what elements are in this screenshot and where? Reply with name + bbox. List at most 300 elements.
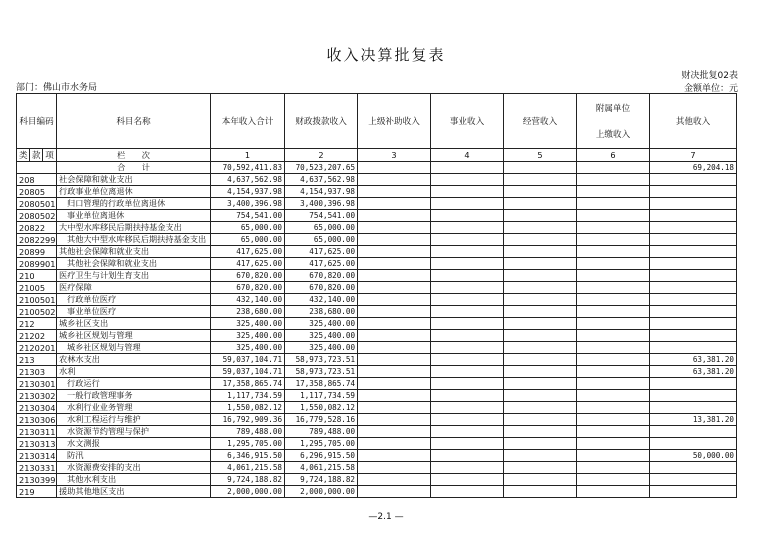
row-operating: [504, 438, 577, 450]
row-name: 行政单位医疗: [57, 294, 211, 306]
row-total: 2,000,000.00: [211, 486, 285, 498]
row-name: 城乡社区支出: [57, 318, 211, 330]
column-index-5: 5: [504, 149, 577, 162]
row-operating: [504, 486, 577, 498]
row-superior: [358, 174, 431, 186]
row-name: 医疗卫生与计划生育支出: [57, 270, 211, 282]
row-name: 水利: [57, 366, 211, 378]
row-other: [650, 222, 737, 234]
row-total: 670,820.00: [211, 282, 285, 294]
row-other: [650, 246, 737, 258]
row-total: 1,295,705.00: [211, 438, 285, 450]
total-amount: 70,592,411.83: [211, 162, 285, 174]
header-other: 其他收入: [650, 94, 737, 149]
row-other: [650, 210, 737, 222]
row-operating: [504, 282, 577, 294]
row-superior: [358, 402, 431, 414]
row-other: [650, 462, 737, 474]
row-total: 1,117,734.59: [211, 390, 285, 402]
row-affiliated: [577, 186, 650, 198]
header-superior: 上级补助收入: [358, 94, 431, 149]
row-name: 事业单位医疗: [57, 306, 211, 318]
row-code: 2130301: [17, 378, 57, 390]
row-code: 212: [17, 318, 57, 330]
row-code: 21303: [17, 366, 57, 378]
row-affiliated: [577, 426, 650, 438]
row-fiscal: 58,973,723.51: [285, 354, 358, 366]
header-affiliated: [577, 94, 650, 149]
row-other: [650, 234, 737, 246]
row-total: 670,820.00: [211, 270, 285, 282]
department-label: 部门：佛山市水务局: [16, 83, 98, 93]
row-fiscal: 670,820.00: [285, 282, 358, 294]
row-affiliated: [577, 210, 650, 222]
header-lei: 类: [17, 149, 30, 162]
row-code: 2130313: [17, 438, 57, 450]
row-business: [431, 270, 504, 282]
header-name: 科目名称: [57, 94, 211, 149]
header-total: 本年收入合计: [211, 94, 285, 149]
row-affiliated: [577, 306, 650, 318]
row-business: [431, 318, 504, 330]
row-superior: [358, 270, 431, 282]
total-label: 合 计: [57, 162, 211, 174]
column-index-7: 7: [650, 149, 737, 162]
row-code: 219: [17, 486, 57, 498]
table-row: [17, 426, 737, 438]
row-name: 水文测报: [57, 438, 211, 450]
row-affiliated: [577, 390, 650, 402]
row-name: 事业单位离退休: [57, 210, 211, 222]
table-row: [17, 486, 737, 498]
row-affiliated: [577, 174, 650, 186]
row-total: 4,637,562.98: [211, 174, 285, 186]
row-affiliated: [577, 462, 650, 474]
row-fiscal: 3,400,396.98: [285, 198, 358, 210]
row-fiscal: 417,625.00: [285, 258, 358, 270]
row-operating: [504, 294, 577, 306]
row-name: 社会保障和就业支出: [57, 174, 211, 186]
row-superior: [358, 330, 431, 342]
row-business: [431, 354, 504, 366]
row-total: 3,400,396.98: [211, 198, 285, 210]
row-fiscal: 670,820.00: [285, 270, 358, 282]
row-superior: [358, 378, 431, 390]
row-total: 65,000.00: [211, 222, 285, 234]
row-other: [650, 294, 737, 306]
row-operating: [504, 450, 577, 462]
row-code: 210: [17, 270, 57, 282]
row-name: 水利工程运行与维护: [57, 414, 211, 426]
table-row: [17, 450, 737, 462]
header-xiang: 项: [43, 149, 57, 162]
row-fiscal: 65,000.00: [285, 222, 358, 234]
row-operating: [504, 354, 577, 366]
row-code: 20822: [17, 222, 57, 234]
column-index-3: 3: [358, 149, 431, 162]
row-operating: [504, 330, 577, 342]
row-affiliated: [577, 402, 650, 414]
row-affiliated: [577, 450, 650, 462]
row-fiscal: 16,779,528.16: [285, 414, 358, 426]
row-superior: [358, 414, 431, 426]
row-superior: [358, 462, 431, 474]
row-code: 20899: [17, 246, 57, 258]
row-superior: [358, 186, 431, 198]
row-affiliated: [577, 330, 650, 342]
column-index-6: 6: [577, 149, 650, 162]
row-superior: [358, 282, 431, 294]
row-other: [650, 198, 737, 210]
row-fiscal: 1,117,734.59: [285, 390, 358, 402]
row-affiliated: [577, 366, 650, 378]
header-kuan: 款: [30, 149, 43, 162]
row-fiscal: 325,400.00: [285, 330, 358, 342]
header-code: 科目编码: [17, 94, 57, 149]
row-name: 水利行业业务管理: [57, 402, 211, 414]
row-superior: [358, 306, 431, 318]
row-name: 援助其他地区支出: [57, 486, 211, 498]
row-fiscal: 4,061,215.58: [285, 462, 358, 474]
row-total: 789,488.00: [211, 426, 285, 438]
row-fiscal: 417,625.00: [285, 246, 358, 258]
row-affiliated: [577, 294, 650, 306]
row-business: [431, 246, 504, 258]
row-affiliated: [577, 282, 650, 294]
column-index-2: 2: [285, 149, 358, 162]
row-total: 417,625.00: [211, 258, 285, 270]
row-operating: [504, 210, 577, 222]
row-code: 2130302: [17, 390, 57, 402]
row-superior: [358, 258, 431, 270]
row-operating: [504, 402, 577, 414]
row-total: 754,541.00: [211, 210, 285, 222]
header-affiliated-line2: 上缴收入: [595, 130, 631, 140]
row-operating: [504, 306, 577, 318]
total-fiscal: 70,523,207.65: [285, 162, 358, 174]
table-row: [17, 186, 737, 198]
row-business: [431, 462, 504, 474]
row-business: [431, 378, 504, 390]
row-other: 63,381.20: [650, 354, 737, 366]
row-business: [431, 186, 504, 198]
row-other: [650, 486, 737, 498]
table-row: [17, 330, 737, 342]
row-fiscal: 9,724,188.82: [285, 474, 358, 486]
row-name: 其他社会保障和就业支出: [57, 246, 211, 258]
row-name: 水资源费安排的支出: [57, 462, 211, 474]
row-code: 213: [17, 354, 57, 366]
table-row: [17, 306, 737, 318]
row-fiscal: 65,000.00: [285, 234, 358, 246]
row-total: 6,346,915.50: [211, 450, 285, 462]
row-superior: [358, 342, 431, 354]
row-fiscal: 4,154,937.98: [285, 186, 358, 198]
row-other: [650, 402, 737, 414]
row-superior: [358, 318, 431, 330]
row-affiliated: [577, 270, 650, 282]
row-total: 325,400.00: [211, 330, 285, 342]
row-business: [431, 414, 504, 426]
table-row: [17, 210, 737, 222]
row-superior: [358, 366, 431, 378]
row-code: 2120201: [17, 342, 57, 354]
row-name: 其他社会保障和就业支出: [57, 258, 211, 270]
row-other: [650, 258, 737, 270]
row-operating: [504, 234, 577, 246]
row-total: 238,680.00: [211, 306, 285, 318]
row-superior: [358, 474, 431, 486]
row-code: 2089901: [17, 258, 57, 270]
row-business: [431, 330, 504, 342]
row-code: 2100501: [17, 294, 57, 306]
row-total: 432,140.00: [211, 294, 285, 306]
row-total: 59,037,104.71: [211, 366, 285, 378]
row-business: [431, 306, 504, 318]
table-row: [17, 270, 737, 282]
row-code: 2080501: [17, 198, 57, 210]
row-fiscal: 17,358,865.74: [285, 378, 358, 390]
row-affiliated: [577, 378, 650, 390]
row-name: 其他水利支出: [57, 474, 211, 486]
row-operating: [504, 270, 577, 282]
table-row: [17, 414, 737, 426]
table-row: [17, 366, 737, 378]
header-business: 事业收入: [431, 94, 504, 149]
row-code: 2130331: [17, 462, 57, 474]
row-superior: [358, 234, 431, 246]
row-business: [431, 402, 504, 414]
row-operating: [504, 366, 577, 378]
row-business: [431, 174, 504, 186]
column-index-1: 1: [211, 149, 285, 162]
row-name: 防汛: [57, 450, 211, 462]
row-business: [431, 438, 504, 450]
row-code: 20805: [17, 186, 57, 198]
table-row: [17, 342, 737, 354]
row-fiscal: 2,000,000.00: [285, 486, 358, 498]
row-business: [431, 282, 504, 294]
row-fiscal: 1,295,705.00: [285, 438, 358, 450]
row-affiliated: [577, 414, 650, 426]
row-operating: [504, 198, 577, 210]
row-total: 417,625.00: [211, 246, 285, 258]
row-code: 2080502: [17, 210, 57, 222]
row-business: [431, 258, 504, 270]
income-final-accounts-table: [16, 93, 737, 498]
row-affiliated: [577, 486, 650, 498]
table-row: [17, 438, 737, 450]
row-business: [431, 222, 504, 234]
row-fiscal: 754,541.00: [285, 210, 358, 222]
header-operating: 经营收入: [504, 94, 577, 149]
row-superior: [358, 486, 431, 498]
row-business: [431, 390, 504, 402]
row-fiscal: 238,680.00: [285, 306, 358, 318]
table-row: [17, 390, 737, 402]
row-name: 水资源节约管理与保护: [57, 426, 211, 438]
table-row: [17, 378, 737, 390]
row-operating: [504, 462, 577, 474]
table-row: [17, 198, 737, 210]
row-name: 大中型水库移民后期扶持基金支出: [57, 222, 211, 234]
unit-label: 金额单位：元: [683, 84, 738, 94]
row-other: [650, 318, 737, 330]
row-operating: [504, 222, 577, 234]
table-row: [17, 402, 737, 414]
column-index-label: 栏 次: [57, 149, 211, 162]
row-other: [650, 438, 737, 450]
form-code: 财决批复02表: [681, 71, 738, 81]
row-other: [650, 270, 737, 282]
row-superior: [358, 354, 431, 366]
total-other: 69,204.18: [650, 162, 737, 174]
row-business: [431, 486, 504, 498]
row-business: [431, 294, 504, 306]
row-operating: [504, 186, 577, 198]
row-other: 63,381.20: [650, 366, 737, 378]
table-row: [17, 258, 737, 270]
table-row: [17, 234, 737, 246]
table-row: [17, 318, 737, 330]
table-row: [17, 246, 737, 258]
row-total: 325,400.00: [211, 342, 285, 354]
row-name: 行政事业单位离退休: [57, 186, 211, 198]
row-other: 13,381.20: [650, 414, 737, 426]
row-superior: [358, 438, 431, 450]
row-affiliated: [577, 198, 650, 210]
row-name: 医疗保障: [57, 282, 211, 294]
row-operating: [504, 318, 577, 330]
row-code: 21202: [17, 330, 57, 342]
row-code: 21005: [17, 282, 57, 294]
row-code: 2100502: [17, 306, 57, 318]
row-other: 50,000.00: [650, 450, 737, 462]
row-total: 1,550,082.12: [211, 402, 285, 414]
row-affiliated: [577, 438, 650, 450]
row-affiliated: [577, 222, 650, 234]
row-affiliated: [577, 318, 650, 330]
row-business: [431, 450, 504, 462]
table-row: [17, 474, 737, 486]
row-name: 农林水支出: [57, 354, 211, 366]
row-operating: [504, 378, 577, 390]
row-affiliated: [577, 246, 650, 258]
row-other: [650, 186, 737, 198]
row-business: [431, 342, 504, 354]
column-index-4: 4: [431, 149, 504, 162]
table-row: [17, 222, 737, 234]
row-other: [650, 330, 737, 342]
row-fiscal: 6,296,915.50: [285, 450, 358, 462]
table-row: [17, 174, 737, 186]
row-other: [650, 282, 737, 294]
row-total: 4,154,937.98: [211, 186, 285, 198]
total-row: [17, 162, 737, 174]
row-operating: [504, 390, 577, 402]
row-name: 城乡社区规划与管理: [57, 330, 211, 342]
row-affiliated: [577, 342, 650, 354]
row-name: 行政运行: [57, 378, 211, 390]
row-total: 17,358,865.74: [211, 378, 285, 390]
row-name: 归口管理的行政单位离退休: [57, 198, 211, 210]
row-code: 2130314: [17, 450, 57, 462]
row-business: [431, 366, 504, 378]
row-superior: [358, 198, 431, 210]
row-other: [650, 390, 737, 402]
row-superior: [358, 450, 431, 462]
row-business: [431, 474, 504, 486]
row-other: [650, 306, 737, 318]
row-other: [650, 342, 737, 354]
row-code: 2130311: [17, 426, 57, 438]
row-operating: [504, 258, 577, 270]
row-name: 城乡社区规划与管理: [57, 342, 211, 354]
table-row: [17, 462, 737, 474]
row-total: 65,000.00: [211, 234, 285, 246]
row-affiliated: [577, 234, 650, 246]
row-total: 9,724,188.82: [211, 474, 285, 486]
row-other: [650, 378, 737, 390]
row-operating: [504, 246, 577, 258]
row-code: 2130399: [17, 474, 57, 486]
table-row: [17, 282, 737, 294]
table-row: [17, 294, 737, 306]
header-fiscal: 财政拨款收入: [285, 94, 358, 149]
row-fiscal: 325,400.00: [285, 342, 358, 354]
row-total: 4,061,215.58: [211, 462, 285, 474]
row-fiscal: 432,140.00: [285, 294, 358, 306]
page-title: 收入决算批复表: [326, 46, 446, 64]
row-superior: [358, 246, 431, 258]
row-affiliated: [577, 258, 650, 270]
row-total: 325,400.00: [211, 318, 285, 330]
row-fiscal: 325,400.00: [285, 318, 358, 330]
row-operating: [504, 414, 577, 426]
row-affiliated: [577, 474, 650, 486]
row-business: [431, 234, 504, 246]
row-fiscal: 789,488.00: [285, 426, 358, 438]
row-fiscal: 4,637,562.98: [285, 174, 358, 186]
row-fiscal: 1,550,082.12: [285, 402, 358, 414]
row-operating: [504, 342, 577, 354]
row-code: 2130306: [17, 414, 57, 426]
row-business: [431, 426, 504, 438]
row-code: 208: [17, 174, 57, 186]
row-superior: [358, 426, 431, 438]
row-superior: [358, 210, 431, 222]
row-code: 2082299: [17, 234, 57, 246]
page-number: —2.1 —: [368, 512, 404, 522]
row-business: [431, 210, 504, 222]
row-total: 16,792,909.36: [211, 414, 285, 426]
row-operating: [504, 426, 577, 438]
row-total: 59,037,104.71: [211, 354, 285, 366]
row-business: [431, 198, 504, 210]
row-operating: [504, 474, 577, 486]
row-other: [650, 174, 737, 186]
row-operating: [504, 174, 577, 186]
row-superior: [358, 390, 431, 402]
row-affiliated: [577, 354, 650, 366]
row-name: 一般行政管理事务: [57, 390, 211, 402]
row-other: [650, 474, 737, 486]
header-affiliated-line1: 附属单位: [595, 104, 631, 114]
row-code: 2130304: [17, 402, 57, 414]
row-fiscal: 58,973,723.51: [285, 366, 358, 378]
row-other: [650, 426, 737, 438]
row-superior: [358, 222, 431, 234]
